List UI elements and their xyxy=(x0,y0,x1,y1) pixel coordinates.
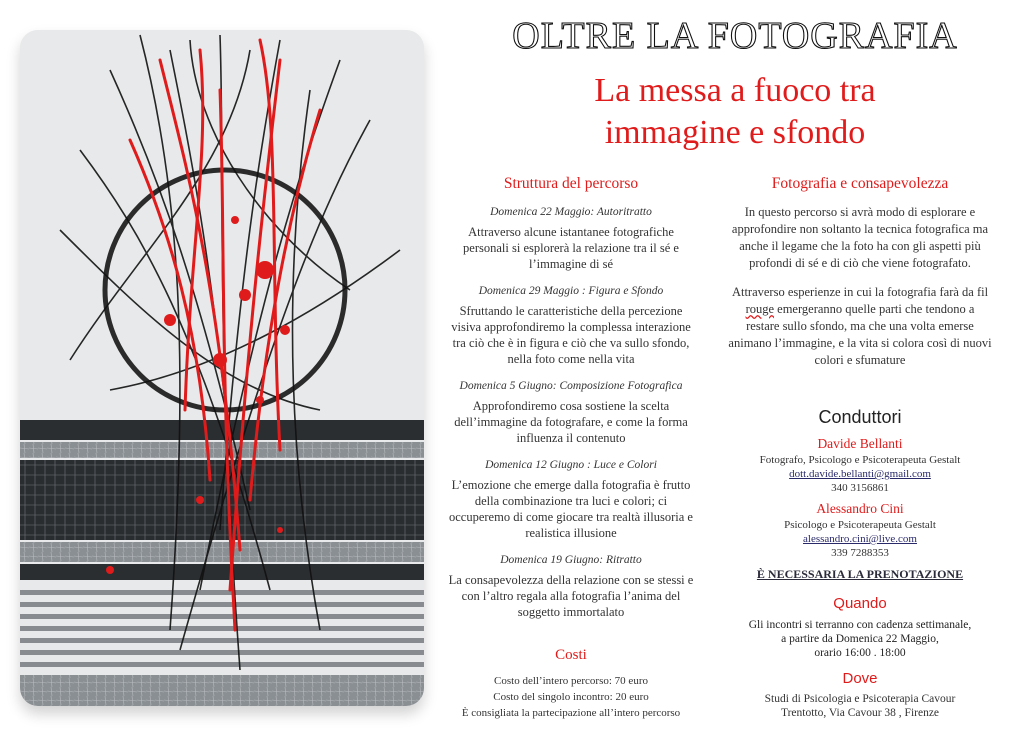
when-details xyxy=(728,618,992,660)
session-date: Domenica 29 Maggio : Figura e Sfondo xyxy=(478,285,664,297)
course-structure-section xyxy=(447,176,695,631)
awareness-paragraph-2 xyxy=(728,284,992,369)
paragraph-text: rouge xyxy=(745,302,775,316)
session-text: Attraverso alcune istantanee fotografiche personali si esplorerà la relazione tra il sé e l’immagine di sé xyxy=(463,225,679,271)
awareness-heading: Fotografia e consapevolezza xyxy=(771,175,949,192)
conductor-role: Psicologo e Psicoterapeuta Gestalt xyxy=(784,519,936,531)
page-subtitle xyxy=(520,70,950,154)
conductor-card xyxy=(728,437,992,495)
abstract-painting xyxy=(20,30,424,706)
costs-section xyxy=(447,647,695,721)
conductor-email-link[interactable]: alessandro.cini@live.com xyxy=(803,533,917,545)
session-date: Domenica 12 Giugno : Luce e Colori xyxy=(485,459,657,471)
conductor-name: Davide Bellanti xyxy=(817,436,903,451)
session-item xyxy=(447,283,695,367)
cost-single-session: Costo del singolo incontro: 20 euro xyxy=(493,691,649,703)
session-item xyxy=(447,204,695,272)
session-item xyxy=(447,457,695,541)
booking-notice: È NECESSARIA LA PRENOTAZIONE xyxy=(756,567,964,581)
where-details xyxy=(728,692,992,720)
costs-heading: Costi xyxy=(555,647,587,663)
where-line: Trentotto, Via Cavour 38 , Firenze xyxy=(780,707,940,719)
paragraph-text: emergeranno quelle parti che tendono a restare sullo sfondo, ma che una volta emerse animano l’immagine, e la vita si colora così di nuovi colori e sfumature xyxy=(728,302,992,367)
conductors-heading: Conduttori xyxy=(818,407,902,427)
conductor-email-link[interactable]: dott.davide.bellanti@gmail.com xyxy=(789,468,931,480)
session-text: Approfondiremo cosa sostiene la scelta dell’immagine da fotografare, e come la forma influenza il contenuto xyxy=(454,399,688,445)
where-heading: Dove xyxy=(842,670,878,687)
page-title: OLTRE LA FOTOGRAFIA xyxy=(512,15,958,57)
where-line: Studi di Psicologia e Psicoterapia Cavour xyxy=(764,693,956,705)
conductor-phone: 340 3156861 xyxy=(831,482,889,494)
conductor-role: Fotografo, Psicologo e Psicoterapeuta Gestalt xyxy=(759,454,961,466)
artwork-image xyxy=(20,30,424,706)
when-line: orario 16:00 . 18:00 xyxy=(814,647,906,659)
conductor-card xyxy=(728,502,992,560)
when-line: Gli incontri si terranno con cadenza settimanale, xyxy=(748,619,972,631)
conductor-name: Alessandro Cini xyxy=(816,501,904,516)
subtitle-line-2: immagine e sfondo xyxy=(604,114,866,151)
awareness-paragraph-1: In questo percorso si avrà modo di esplorare e approfondire non soltanto la tecnica fotografica ma anche il legame che la foto ha con gli aspetti più profondi di sé e di ciò che viene fotografato. xyxy=(731,205,989,270)
conductor-phone: 339 7288353 xyxy=(831,547,889,559)
session-item xyxy=(447,552,695,620)
session-text: Sfruttando le caratteristiche della percezione visiva approfondiremo la complessa interazione tra ciò che è in figura e ciò che va sullo sfondo, nella foto come nella vita xyxy=(451,304,691,366)
paragraph-text: Attraverso esperienze in cui la fotografia farà da fil xyxy=(731,285,989,299)
structure-heading: Struttura del percorso xyxy=(503,175,639,192)
cost-recommendation: È consigliata la partecipazione all’intero percorso xyxy=(461,707,681,719)
session-text: La consapevolezza della relazione con se stessi e con l’altro regala alla fotografia l’anima del soggetto immortalato xyxy=(448,573,694,619)
when-heading: Quando xyxy=(833,595,887,612)
session-text: L’emozione che emerge dalla fotografia è frutto della combinazione tra luci e colori; ci occuperemo di come giocare tra realtà illusoria e realistica illusione xyxy=(449,478,693,540)
session-item xyxy=(447,378,695,446)
session-date: Domenica 19 Giugno: Ritratto xyxy=(500,554,642,566)
session-date: Domenica 22 Maggio: Autoritratto xyxy=(490,206,652,218)
when-line: a partire da Domenica 22 Maggio, xyxy=(781,633,939,645)
awareness-section xyxy=(728,176,992,381)
cost-full-course: Costo dell’intero percorso: 70 euro xyxy=(494,675,648,687)
session-date: Domenica 5 Giugno: Composizione Fotografica xyxy=(459,380,683,392)
subtitle-line-1: La messa a fuoco tra xyxy=(594,72,876,109)
